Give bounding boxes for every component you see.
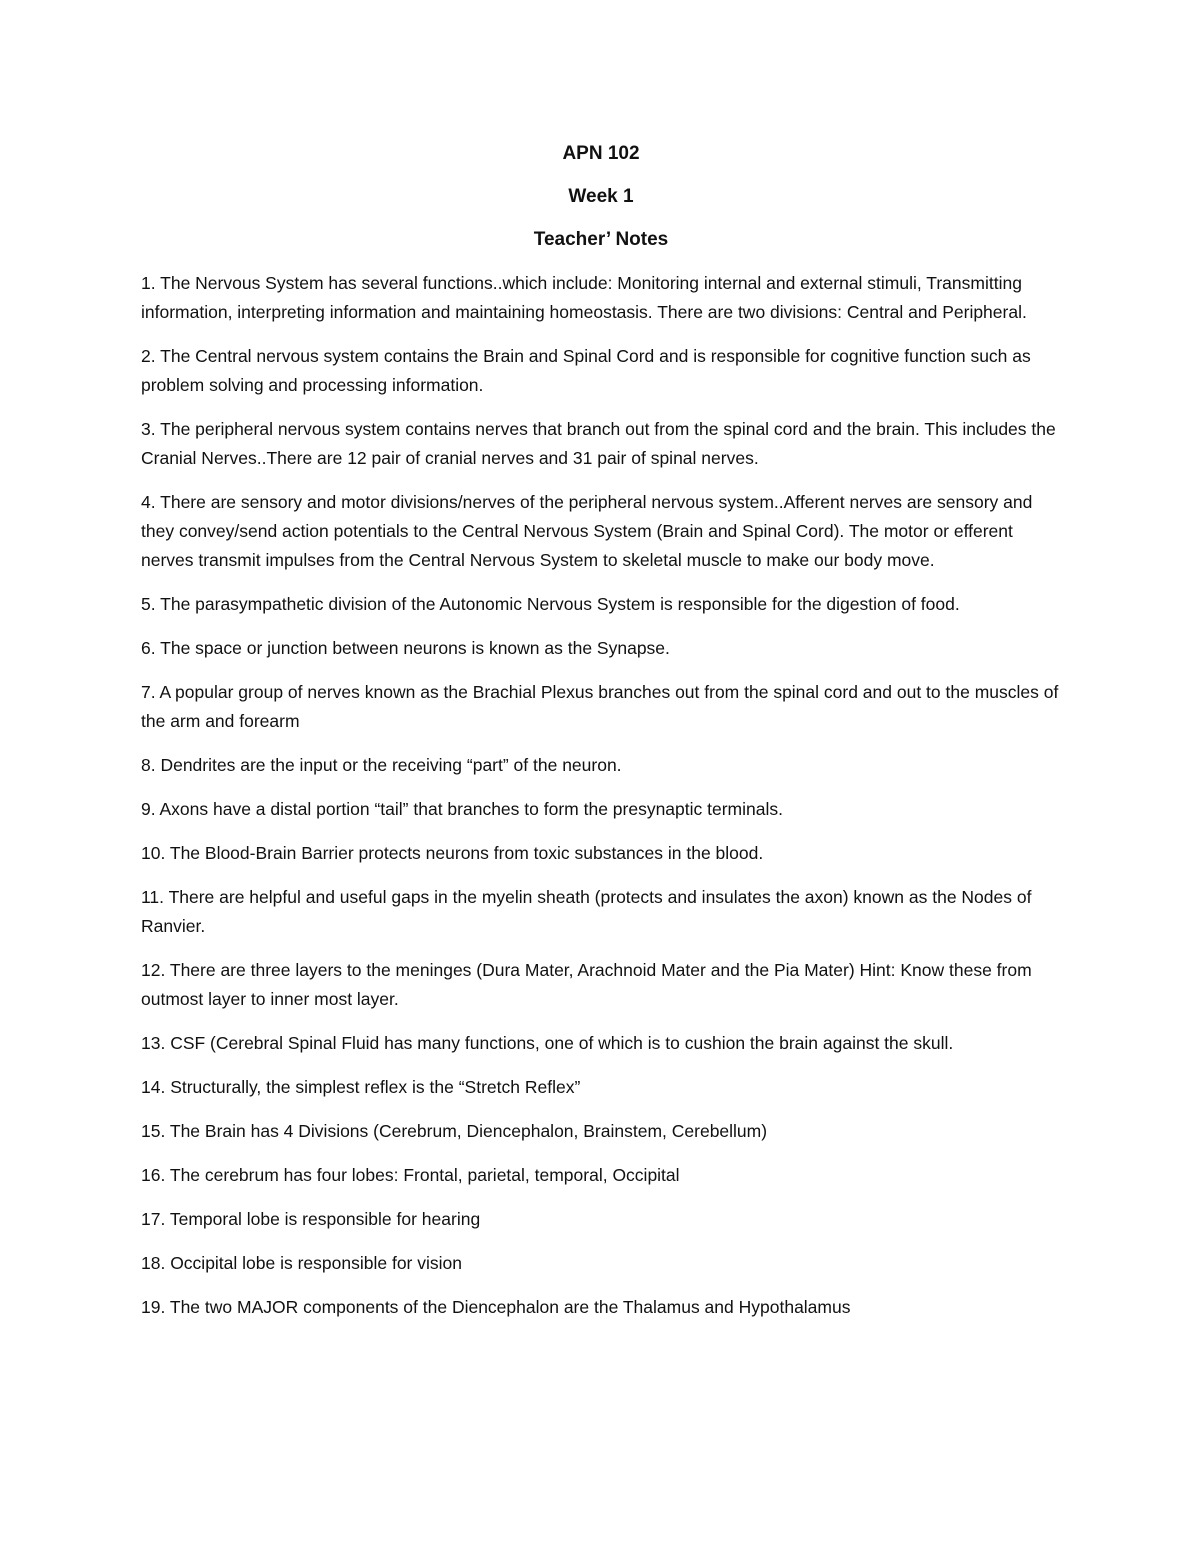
note-item: 18. Occipital lobe is responsible for vision	[141, 1253, 462, 1273]
note-item: 11. There are helpful and useful gaps in the myelin sheath (protects and insulates the axon) known as the Nodes of Ranvier.	[141, 887, 1032, 936]
note-item: 19. The two MAJOR components of the Diencephalon are the Thalamus and Hypothalamus	[141, 1297, 851, 1317]
note-item: 8. Dendrites are the input or the receiving “part” of the neuron.	[141, 755, 622, 775]
note-item: 16. The cerebrum has four lobes: Frontal, parietal, temporal, Occipital	[141, 1165, 680, 1185]
note-item: 3. The peripheral nervous system contains nerves that branch out from the spinal cord and the brain. This includes the Cranial Nerves..There are 12 pair of cranial nerves and 31 pair of spinal nerves.	[141, 419, 1056, 468]
course-heading: APN 102	[562, 143, 640, 164]
note-item: 7. A popular group of nerves known as the Brachial Plexus branches out from the spinal cord and out to the muscles of the arm and forearm	[141, 682, 1059, 731]
notes-list	[141, 269, 1061, 1322]
document-title: Teacher’ Notes	[533, 229, 669, 250]
note-item: 10. The Blood-Brain Barrier protects neurons from toxic substances in the blood.	[141, 843, 764, 863]
note-item: 5. The parasympathetic division of the Autonomic Nervous System is responsible for the digestion of food.	[141, 594, 960, 614]
note-item: 2. The Central nervous system contains the Brain and Spinal Cord and is responsible for cognitive function such as problem solving and processing information.	[141, 346, 1031, 395]
note-item: 15. The Brain has 4 Divisions (Cerebrum, Diencephalon, Brainstem, Cerebellum)	[141, 1121, 768, 1141]
note-item: 4. There are sensory and motor divisions/nerves of the peripheral nervous system..Afferent nerves are sensory and they convey/send action potentials to the Central Nervous System (Brain and Spinal Cord). The motor or efferent nerves transmit impulses from the Central Nervous System to skeletal muscle to make our body move.	[141, 492, 1033, 570]
week-heading: Week 1	[568, 186, 634, 207]
note-item: 17. Temporal lobe is responsible for hearing	[141, 1209, 481, 1229]
note-item: 1. The Nervous System has several functions..which include: Monitoring internal and external stimuli, Transmitting information, interpreting information and maintaining homeostasis. There are two divisions: Central and Peripheral.	[141, 273, 1027, 322]
note-item: 14. Structurally, the simplest reflex is the “Stretch Reflex”	[141, 1077, 581, 1097]
document-page	[141, 140, 1061, 1337]
note-item: 6. The space or junction between neurons is known as the Synapse.	[141, 638, 670, 658]
note-item: 13. CSF (Cerebral Spinal Fluid has many functions, one of which is to cushion the brain against the skull.	[141, 1033, 954, 1053]
note-item: 9. Axons have a distal portion “tail” that branches to form the presynaptic terminals.	[141, 799, 783, 819]
note-item: 12. There are three layers to the meninges (Dura Mater, Arachnoid Mater and the Pia Mater) Hint: Know these from outmost layer to inner most layer.	[141, 960, 1032, 1009]
